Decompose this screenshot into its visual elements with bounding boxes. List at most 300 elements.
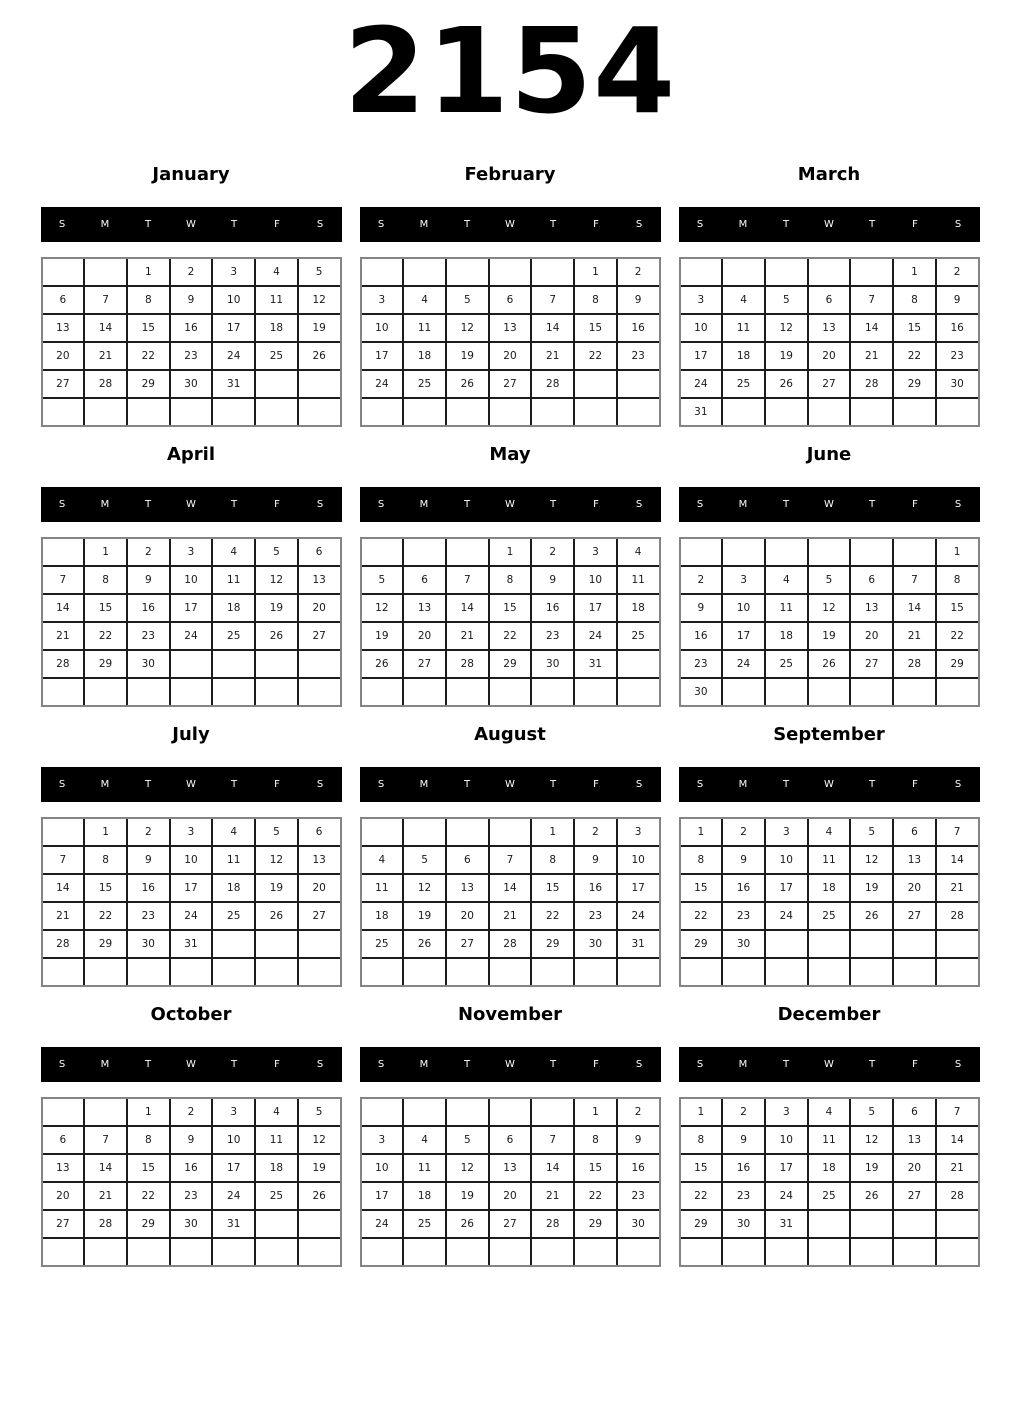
date-cell: 23	[532, 623, 573, 649]
date-cell	[447, 1239, 488, 1265]
date-cell	[490, 679, 531, 705]
month-calendar-january	[41, 150, 342, 427]
date-cell: 9	[937, 287, 978, 313]
date-cell: 25	[256, 343, 297, 369]
weekday-header-row	[41, 207, 342, 242]
date-cell: 9	[128, 847, 169, 873]
date-cell	[618, 1239, 659, 1265]
month-calendar-june	[679, 430, 980, 707]
date-cell: 14	[85, 1155, 126, 1181]
date-cell: 13	[404, 595, 445, 621]
date-cell: 4	[809, 1099, 850, 1125]
weekday-label: W	[824, 1059, 834, 1070]
date-cell	[575, 371, 616, 397]
date-grid	[679, 537, 980, 707]
date-cell	[575, 679, 616, 705]
date-cell: 16	[128, 875, 169, 901]
date-cell: 14	[851, 315, 892, 341]
date-cell: 3	[213, 259, 254, 285]
weekday-label: T	[549, 779, 557, 790]
date-cell	[681, 1239, 722, 1265]
date-cell	[618, 371, 659, 397]
date-cell	[490, 259, 531, 285]
month-title: October	[150, 1003, 232, 1025]
date-cell: 10	[766, 847, 807, 873]
date-cell: 1	[681, 1099, 722, 1125]
date-cell: 13	[490, 1155, 531, 1181]
date-cell: 11	[809, 1127, 850, 1153]
date-cell	[299, 959, 340, 985]
date-cell: 18	[618, 595, 659, 621]
date-cell	[532, 1239, 573, 1265]
date-cell	[766, 259, 807, 285]
date-cell: 28	[937, 903, 978, 929]
date-cell: 11	[723, 315, 764, 341]
date-cell: 6	[490, 287, 531, 313]
month-calendar-september	[679, 710, 980, 987]
date-cell: 17	[766, 1155, 807, 1181]
date-cell	[85, 1099, 126, 1125]
date-cell: 16	[532, 595, 573, 621]
date-cell	[723, 679, 764, 705]
date-cell: 12	[851, 1127, 892, 1153]
date-cell	[85, 679, 126, 705]
date-cell	[723, 1239, 764, 1265]
date-cell: 2	[171, 259, 212, 285]
date-cell: 17	[171, 595, 212, 621]
date-cell	[681, 259, 722, 285]
date-cell	[256, 931, 297, 957]
date-cell: 26	[851, 903, 892, 929]
date-cell	[43, 959, 84, 985]
date-cell: 21	[43, 903, 84, 929]
date-cell: 5	[404, 847, 445, 873]
date-cell: 8	[894, 287, 935, 313]
date-cell: 24	[681, 371, 722, 397]
date-cell	[171, 959, 212, 985]
weekday-label: T	[549, 499, 557, 510]
date-cell	[723, 539, 764, 565]
weekday-label: T	[782, 499, 790, 510]
date-cell: 3	[171, 539, 212, 565]
date-cell: 19	[809, 623, 850, 649]
date-cell	[894, 679, 935, 705]
month-calendar-march	[679, 150, 980, 427]
date-cell	[299, 931, 340, 957]
date-cell: 2	[618, 259, 659, 285]
date-cell: 29	[575, 1211, 616, 1237]
date-cell: 2	[681, 567, 722, 593]
month-title: June	[806, 443, 852, 465]
weekday-label: W	[186, 219, 196, 230]
weekday-label: T	[144, 219, 152, 230]
date-cell: 17	[723, 623, 764, 649]
date-cell: 25	[723, 371, 764, 397]
date-cell: 2	[532, 539, 573, 565]
date-cell: 7	[851, 287, 892, 313]
date-cell: 10	[681, 315, 722, 341]
date-cell: 18	[213, 595, 254, 621]
weekday-label: M	[738, 219, 748, 230]
date-cell: 14	[43, 875, 84, 901]
date-cell	[447, 819, 488, 845]
date-cell: 31	[575, 651, 616, 677]
date-cell: 22	[532, 903, 573, 929]
date-cell	[213, 679, 254, 705]
date-grid	[41, 1097, 342, 1267]
date-cell	[362, 399, 403, 425]
date-cell: 4	[618, 539, 659, 565]
weekday-label: S	[58, 1059, 66, 1070]
date-cell: 6	[894, 1099, 935, 1125]
date-cell: 20	[894, 1155, 935, 1181]
date-cell: 30	[937, 371, 978, 397]
date-cell: 14	[894, 595, 935, 621]
date-cell: 30	[128, 931, 169, 957]
date-cell	[618, 399, 659, 425]
date-cell: 18	[404, 1183, 445, 1209]
date-cell: 8	[681, 1127, 722, 1153]
date-cell: 26	[299, 343, 340, 369]
date-cell	[766, 399, 807, 425]
weekday-label: W	[824, 499, 834, 510]
date-cell: 12	[256, 847, 297, 873]
date-cell: 28	[851, 371, 892, 397]
date-cell: 13	[299, 567, 340, 593]
date-cell	[532, 1099, 573, 1125]
date-cell	[723, 399, 764, 425]
weekday-label: S	[316, 1059, 324, 1070]
date-cell	[851, 259, 892, 285]
date-cell	[362, 1099, 403, 1125]
weekday-label: W	[186, 1059, 196, 1070]
date-cell: 18	[362, 903, 403, 929]
weekday-label: F	[912, 499, 918, 510]
date-cell: 24	[575, 623, 616, 649]
date-cell: 15	[128, 1155, 169, 1181]
date-cell	[490, 1239, 531, 1265]
date-grid	[679, 1097, 980, 1267]
date-cell	[128, 679, 169, 705]
date-cell	[213, 959, 254, 985]
date-cell: 29	[532, 931, 573, 957]
date-cell: 4	[213, 539, 254, 565]
date-cell: 20	[809, 343, 850, 369]
weekday-label: S	[954, 1059, 962, 1070]
date-cell	[213, 651, 254, 677]
date-cell: 29	[85, 931, 126, 957]
date-cell: 20	[43, 1183, 84, 1209]
date-cell: 8	[575, 287, 616, 313]
date-cell	[618, 651, 659, 677]
date-cell: 6	[447, 847, 488, 873]
weekday-label: S	[696, 219, 704, 230]
date-cell: 7	[894, 567, 935, 593]
date-cell: 4	[404, 287, 445, 313]
weekday-label: S	[377, 779, 385, 790]
date-cell	[575, 959, 616, 985]
date-cell	[362, 1239, 403, 1265]
date-cell	[894, 539, 935, 565]
month-calendar-august	[360, 710, 661, 987]
date-cell: 28	[532, 1211, 573, 1237]
date-cell	[809, 399, 850, 425]
date-cell: 17	[681, 343, 722, 369]
date-cell: 26	[447, 1211, 488, 1237]
date-cell: 3	[171, 819, 212, 845]
date-cell: 2	[618, 1099, 659, 1125]
date-cell: 6	[894, 819, 935, 845]
date-cell: 31	[681, 399, 722, 425]
date-cell: 9	[723, 847, 764, 873]
date-cell: 22	[894, 343, 935, 369]
date-cell: 1	[681, 819, 722, 845]
weekday-header-row	[41, 767, 342, 802]
date-cell	[213, 399, 254, 425]
date-cell	[85, 399, 126, 425]
date-cell: 23	[937, 343, 978, 369]
date-cell	[851, 959, 892, 985]
date-cell: 13	[490, 315, 531, 341]
date-cell: 7	[447, 567, 488, 593]
date-cell: 1	[532, 819, 573, 845]
date-cell: 23	[171, 343, 212, 369]
weekday-label: S	[954, 779, 962, 790]
weekday-label: M	[738, 499, 748, 510]
date-cell: 21	[937, 875, 978, 901]
weekday-header-row	[679, 767, 980, 802]
weekday-label: F	[912, 219, 918, 230]
date-cell: 19	[362, 623, 403, 649]
weekday-label: S	[954, 219, 962, 230]
date-cell	[128, 1239, 169, 1265]
date-cell: 27	[299, 623, 340, 649]
date-cell	[809, 259, 850, 285]
date-cell: 5	[447, 1127, 488, 1153]
date-cell	[894, 931, 935, 957]
date-cell: 29	[490, 651, 531, 677]
month-calendar-november	[360, 990, 661, 1267]
weekday-header-row	[679, 1047, 980, 1082]
date-cell: 26	[851, 1183, 892, 1209]
weekday-label: M	[100, 219, 110, 230]
date-cell: 22	[128, 343, 169, 369]
weekday-header-row	[360, 767, 661, 802]
date-cell: 20	[299, 875, 340, 901]
date-cell: 7	[85, 287, 126, 313]
weekday-label: S	[696, 779, 704, 790]
weekday-label: T	[868, 219, 876, 230]
date-cell: 3	[362, 1127, 403, 1153]
date-cell: 21	[851, 343, 892, 369]
date-cell	[937, 399, 978, 425]
date-cell: 14	[937, 847, 978, 873]
date-cell: 15	[681, 875, 722, 901]
date-cell: 25	[766, 651, 807, 677]
date-cell	[43, 1239, 84, 1265]
date-cell	[723, 959, 764, 985]
date-cell: 16	[723, 1155, 764, 1181]
date-cell: 5	[851, 1099, 892, 1125]
date-cell	[85, 959, 126, 985]
date-cell: 23	[681, 651, 722, 677]
date-cell: 30	[128, 651, 169, 677]
date-cell: 25	[362, 931, 403, 957]
weekday-label: S	[635, 499, 643, 510]
date-cell: 10	[575, 567, 616, 593]
date-cell: 11	[362, 875, 403, 901]
date-cell	[618, 679, 659, 705]
date-cell: 8	[490, 567, 531, 593]
weekday-label: T	[782, 779, 790, 790]
date-cell: 17	[575, 595, 616, 621]
date-cell	[404, 1099, 445, 1125]
date-cell: 31	[618, 931, 659, 957]
date-cell: 1	[937, 539, 978, 565]
date-cell	[809, 1211, 850, 1237]
date-cell	[490, 399, 531, 425]
weekday-label: T	[868, 1059, 876, 1070]
date-cell: 4	[256, 1099, 297, 1125]
date-cell: 20	[851, 623, 892, 649]
weekday-label: S	[635, 219, 643, 230]
weekday-label: T	[230, 219, 238, 230]
date-cell: 16	[128, 595, 169, 621]
date-cell: 20	[299, 595, 340, 621]
date-cell: 2	[128, 539, 169, 565]
date-cell	[894, 399, 935, 425]
date-cell	[171, 399, 212, 425]
date-cell	[766, 959, 807, 985]
month-calendar-october	[41, 990, 342, 1267]
date-cell: 30	[681, 679, 722, 705]
date-cell: 3	[575, 539, 616, 565]
date-grid	[360, 1097, 661, 1267]
date-cell	[851, 1239, 892, 1265]
date-cell	[575, 399, 616, 425]
weekday-label: T	[230, 779, 238, 790]
date-cell	[532, 259, 573, 285]
date-cell: 28	[532, 371, 573, 397]
date-cell	[43, 539, 84, 565]
date-cell: 23	[723, 903, 764, 929]
date-cell: 24	[171, 623, 212, 649]
date-cell: 10	[171, 567, 212, 593]
date-cell	[532, 399, 573, 425]
date-cell: 26	[256, 903, 297, 929]
date-cell: 13	[447, 875, 488, 901]
date-cell: 12	[447, 1155, 488, 1181]
date-cell: 5	[447, 287, 488, 313]
weekday-label: W	[505, 1059, 515, 1070]
weekday-label: S	[954, 499, 962, 510]
date-cell: 12	[256, 567, 297, 593]
date-cell: 26	[809, 651, 850, 677]
date-cell: 22	[575, 1183, 616, 1209]
date-cell: 12	[766, 315, 807, 341]
date-cell: 27	[447, 931, 488, 957]
month-title: February	[464, 163, 556, 185]
date-cell	[43, 1099, 84, 1125]
date-cell: 7	[43, 567, 84, 593]
date-cell: 3	[362, 287, 403, 313]
date-cell: 6	[299, 539, 340, 565]
date-cell	[299, 1239, 340, 1265]
date-cell: 21	[532, 1183, 573, 1209]
date-cell: 19	[299, 315, 340, 341]
date-grid	[679, 257, 980, 427]
date-cell: 29	[681, 931, 722, 957]
date-cell	[447, 259, 488, 285]
date-cell: 22	[681, 903, 722, 929]
date-cell: 5	[851, 819, 892, 845]
date-cell: 25	[404, 1211, 445, 1237]
date-cell: 30	[618, 1211, 659, 1237]
date-cell: 13	[43, 1155, 84, 1181]
date-cell: 21	[532, 343, 573, 369]
date-cell	[256, 399, 297, 425]
date-cell: 27	[851, 651, 892, 677]
date-cell: 13	[894, 1127, 935, 1153]
date-cell: 16	[171, 315, 212, 341]
date-cell: 3	[766, 819, 807, 845]
date-cell: 31	[171, 931, 212, 957]
date-cell: 27	[490, 371, 531, 397]
weekday-header-row	[41, 487, 342, 522]
date-cell: 3	[723, 567, 764, 593]
date-grid	[41, 817, 342, 987]
date-cell	[447, 539, 488, 565]
weekday-label: T	[868, 499, 876, 510]
weekday-header-row	[360, 207, 661, 242]
date-cell	[894, 1211, 935, 1237]
weekday-label: S	[58, 779, 66, 790]
date-cell: 24	[213, 1183, 254, 1209]
date-cell: 11	[618, 567, 659, 593]
date-cell	[85, 1239, 126, 1265]
date-cell	[447, 1099, 488, 1125]
weekday-label: M	[419, 779, 429, 790]
weekday-label: W	[186, 499, 196, 510]
weekday-header-row	[679, 207, 980, 242]
date-cell: 15	[490, 595, 531, 621]
date-cell	[43, 679, 84, 705]
weekday-label: T	[463, 219, 471, 230]
date-cell: 18	[766, 623, 807, 649]
date-cell	[362, 259, 403, 285]
date-cell: 26	[404, 931, 445, 957]
date-cell: 30	[575, 931, 616, 957]
weekday-label: F	[593, 499, 599, 510]
date-cell: 8	[128, 1127, 169, 1153]
date-cell	[681, 959, 722, 985]
date-cell: 26	[256, 623, 297, 649]
month-title: December	[777, 1003, 881, 1025]
date-cell: 27	[43, 371, 84, 397]
date-cell: 7	[43, 847, 84, 873]
date-cell	[299, 651, 340, 677]
date-cell	[362, 819, 403, 845]
date-cell: 17	[362, 343, 403, 369]
date-cell: 20	[894, 875, 935, 901]
date-cell: 4	[766, 567, 807, 593]
date-cell: 25	[213, 623, 254, 649]
date-cell	[404, 539, 445, 565]
date-cell	[766, 539, 807, 565]
month-title: November	[457, 1003, 563, 1025]
date-cell: 9	[532, 567, 573, 593]
date-cell: 11	[404, 315, 445, 341]
